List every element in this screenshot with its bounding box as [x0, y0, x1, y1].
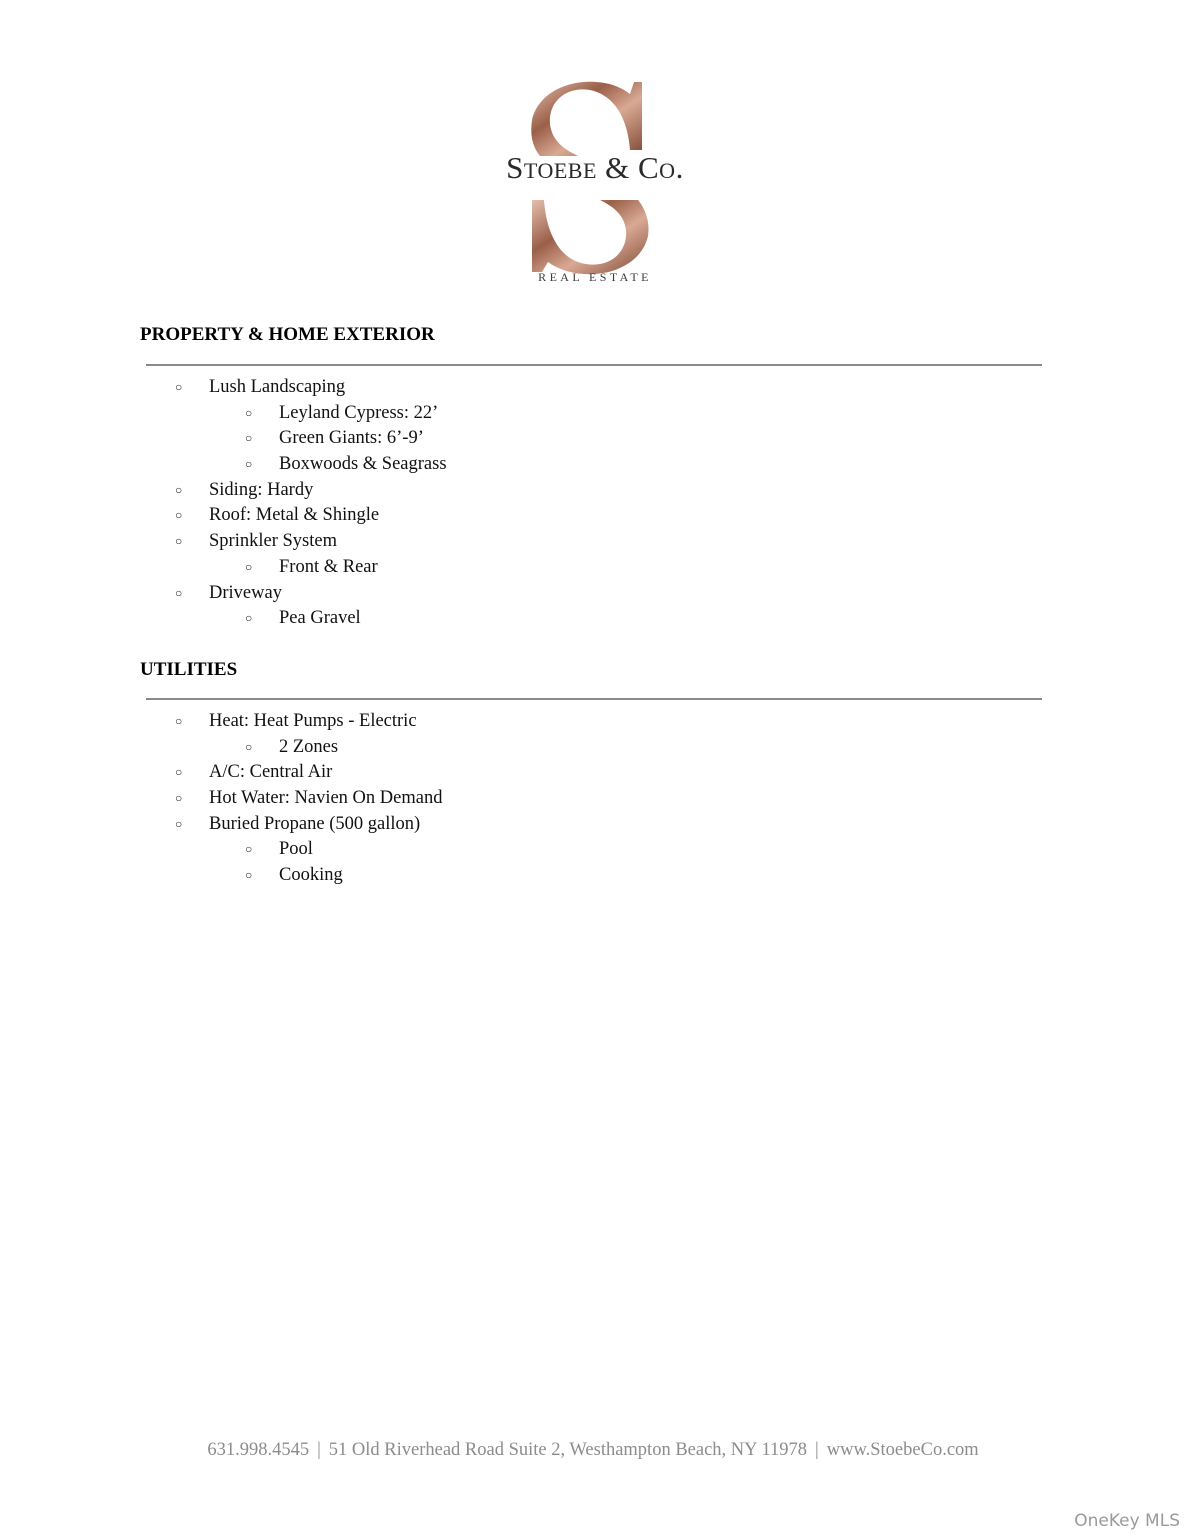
circle-bullet-icon: ○: [245, 611, 253, 626]
feature-list: [140, 375, 1042, 632]
list-item: ○ Pea Gravel: [140, 606, 1042, 632]
section-title: PROPERTY & HOME EXTERIOR: [140, 324, 435, 345]
section-title: UTILITIES: [140, 659, 238, 680]
footer-website-link[interactable]: www.StoebeCo.com: [826, 1440, 979, 1460]
circle-bullet-icon: ○: [175, 585, 183, 600]
section-divider: [146, 698, 1042, 700]
footer-contact: [0, 1440, 1186, 1461]
section-divider: [146, 364, 1042, 366]
section-utilities: [140, 659, 1042, 899]
list-item: ○ Lush Landscaping: [140, 375, 1042, 401]
circle-bullet-icon: ○: [175, 508, 183, 523]
list-item: ○ 2 Zones: [140, 735, 1042, 761]
list-item: ○ Sprinkler System: [140, 529, 1042, 555]
company-logo: [470, 72, 720, 292]
circle-bullet-icon: ○: [175, 765, 183, 780]
list-item: ○ Roof: Metal & Shingle: [140, 503, 1042, 529]
list-item: ○ Hot Water: Navien On Demand: [140, 786, 1042, 812]
feature-list: [140, 709, 1042, 889]
list-item: ○ Buried Propane (500 gallon): [140, 812, 1042, 838]
circle-bullet-icon: ○: [175, 482, 183, 497]
circle-bullet-icon: ○: [175, 714, 183, 728]
section-property-exterior: [140, 324, 1042, 634]
circle-bullet-icon: ○: [245, 739, 253, 754]
footer-address: 51 Old Riverhead Road Suite 2, Westhampton Beach, NY 11978: [328, 1440, 808, 1460]
circle-bullet-icon: ○: [245, 842, 253, 857]
list-item: ○ Green Giants: 6’-9’: [140, 426, 1042, 452]
list-item: ○ A/C: Central Air: [140, 760, 1042, 786]
mls-watermark: OneKey MLS: [1074, 1511, 1180, 1531]
circle-bullet-icon: ○: [175, 791, 183, 806]
circle-bullet-icon: ○: [245, 457, 253, 472]
circle-bullet-icon: ○: [245, 559, 253, 574]
list-item: ○ Leyland Cypress: 22’: [140, 401, 1042, 427]
footer-separator: |: [317, 1440, 321, 1460]
circle-bullet-icon: ○: [175, 380, 183, 394]
list-item: ○ Siding: Hardy: [140, 478, 1042, 504]
circle-bullet-icon: ○: [245, 868, 253, 883]
circle-bullet-icon: ○: [175, 816, 183, 831]
circle-bullet-icon: ○: [245, 405, 253, 420]
logo-tagline: REAL ESTATE: [538, 270, 652, 284]
logo-company-name: Stoebe & Co.: [506, 150, 684, 185]
list-item: ○ Cooking: [140, 863, 1042, 889]
list-item: ○ Front & Rear: [140, 555, 1042, 581]
footer-phone: 631.998.4545: [207, 1440, 310, 1460]
list-item: ○ Pool: [140, 837, 1042, 863]
list-item: ○ Driveway: [140, 581, 1042, 607]
circle-bullet-icon: ○: [175, 534, 183, 549]
list-item: ○ Heat: Heat Pumps - Electric: [140, 709, 1042, 735]
list-item: ○ Boxwoods & Seagrass: [140, 452, 1042, 478]
circle-bullet-icon: ○: [245, 431, 253, 446]
footer-separator: |: [815, 1440, 819, 1460]
